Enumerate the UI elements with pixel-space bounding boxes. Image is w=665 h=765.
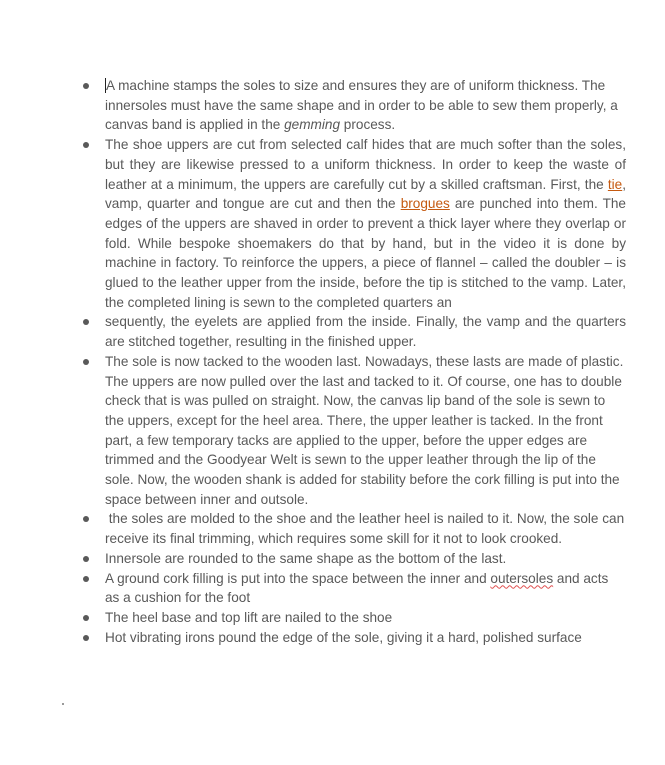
list-item-text: A ground cork filling is put into the space between the inner and	[105, 570, 491, 586]
bullet-point	[83, 516, 89, 522]
bullet-point	[83, 556, 89, 562]
bullet-point	[83, 319, 89, 325]
list-item-text: The shoe uppers are cut from selected calf hides that are much softer than the soles, but they are likewise pressed to a uniform thickness. In order to keep the waste of leather at a minimum, the uppers are carefully cut by a skilled craftsman. First, the	[105, 137, 626, 192]
bullet-point	[83, 83, 89, 89]
bullet-point	[83, 635, 89, 641]
link-brogues[interactable]: brogues	[400, 196, 450, 212]
list-item[interactable]	[81, 352, 626, 510]
list-item-text: A machine stamps the soles to size and ensures they are of uniform thickness. The innersoles must have the same shape and in order to be able to sew them properly, a canvas band is applied in the	[105, 78, 618, 133]
list-item-text: and acts as a cushion for the foot	[105, 570, 609, 606]
list-item[interactable]	[81, 549, 626, 569]
list-item-text: are punched into them. The edges of the uppers are shaved in order to prevent a thick layer where they overlap or fold. While bespoke shoemakers do that by hand, but in the video it is done by machine in factory. To reinforce the uppers, a piece of flannel – called the doubler – is glued to the leather upper from the inside, before the tip is stitched to the vamp. Later, the completed lining is sewn to the completed quarters an	[105, 196, 626, 310]
list-item[interactable]	[81, 135, 626, 312]
list-item-text: The sole is now tacked to the wooden last. Nowadays, these lasts are made of plastic. The uppers are now pulled over the last and tacked to it. Of course, one has to double check that is was pulled on straight. Now, the canvas lip band of the sole is sewn to the uppers, except for the heel area. There, the upper leather is tacked. In the front part, a few temporary tacks are applied to the upper, before the upper edges are trimmed and the Goodyear Welt is sewn to the upper leather through the lip of the sole. Now, the wooden shank is added for stability before the cork filling is put into the space between inner and outsole.	[105, 353, 624, 507]
list-item-text: , vamp, quarter and tongue are cut and then the	[105, 176, 626, 212]
link-tie[interactable]: tie	[607, 176, 623, 192]
list-item-text: Hot vibrating irons pound the edge of the sole, giving it a hard, polished surface	[105, 629, 582, 645]
spellcheck-flagged-word[interactable]: outersoles	[490, 570, 554, 586]
stray-mark	[62, 703, 64, 705]
list-item-text: Innersole are rounded to the same shape as the bottom of the last.	[105, 550, 507, 566]
list-item[interactable]	[81, 76, 626, 135]
bullet-point	[83, 615, 89, 621]
list-item[interactable]	[81, 312, 626, 351]
list-item-text-end: process.	[340, 117, 396, 133]
bullet-point	[83, 359, 89, 365]
list-item-text: the soles are molded to the shoe and the leather heel is nailed to it. Now, the sole can receive its final trimming, which requires some skill for it not to look crooked.	[105, 511, 628, 547]
list-item-text: sequently, the eyelets are applied from the inside. Finally, the vamp and the quarters are stitched together, resulting in the finished upper.	[105, 314, 626, 350]
list-item[interactable]	[81, 569, 626, 608]
list-item[interactable]	[81, 608, 626, 628]
italic-term: gemming	[284, 117, 341, 133]
bullet-point	[83, 142, 89, 148]
bullet-list	[81, 76, 626, 647]
list-item-text: The heel base and top lift are nailed to the shoe	[105, 609, 393, 625]
list-item[interactable]	[81, 509, 626, 548]
bullet-point	[83, 576, 89, 582]
list-item[interactable]	[81, 628, 626, 648]
